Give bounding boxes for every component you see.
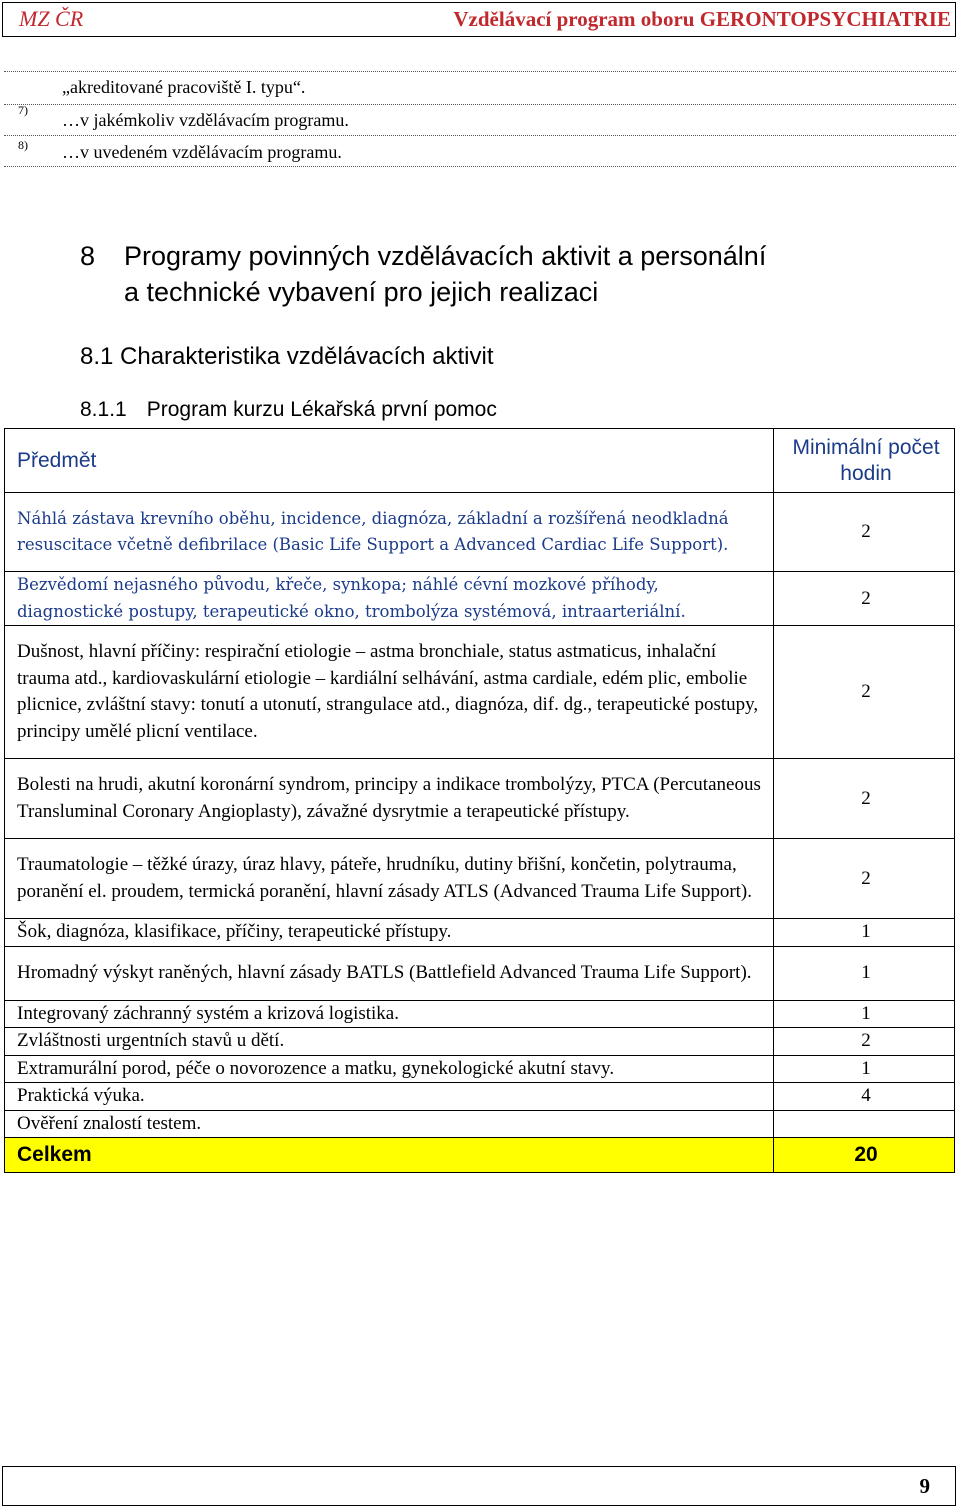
footnote-number: 8) (18, 138, 28, 152)
divider (4, 104, 956, 105)
table-row (5, 839, 955, 919)
header-left: MZ ČR (19, 6, 84, 31)
row-text: Dušnost, hlavní příčiny: respirační etiologie – astma bronchiale, status astmaticus, inhalační trauma atd., kardiovaskulární etiologie – kardiální selhávání, astma cardiale, edém plic, embolie plicnice, zvláštní stavy: tonutí a utonutí, strangulace atd., diagnóza, dif. dg., terapeutické postupy, principy umělé plicní ventilace. (5, 626, 774, 759)
footnote-line: „akreditované pracoviště I. typu“. (62, 77, 306, 97)
table-row (5, 493, 955, 572)
row-hours: 2 (774, 572, 955, 626)
section-title-line2: a technické vybavení pro jejich realizaci (124, 277, 599, 307)
subsubsection-heading (80, 398, 497, 422)
divider (4, 135, 956, 136)
row-text: Zvláštnosti urgentních stavů u dětí. (5, 1028, 774, 1056)
section-heading (80, 238, 766, 310)
section-number: 8 (80, 241, 96, 271)
row-text: Bolesti na hrudi, akutní koronární syndrom, principy a indikace trombolýzy, PTCA (Percutaneous Transluminal Coronary Angioplasty), závažné dysrytmie a terapeutické přístupy. (5, 759, 774, 839)
page-footer (2, 1466, 956, 1506)
column-header-hours: Minimální počet hodin (774, 429, 955, 493)
section-title-line1: Programy povinných vzdělávacích aktivit a personální (124, 241, 767, 271)
footnote-number: 7) (18, 103, 28, 117)
row-hours: 1 (774, 1055, 955, 1083)
total-label: Celkem (5, 1138, 774, 1173)
table-row (5, 1055, 955, 1083)
row-hours: 1 (774, 946, 955, 1000)
course-table (4, 428, 955, 1173)
table-row (5, 919, 955, 947)
row-text: Integrovaný záchranný systém a krizová logistika. (5, 1000, 774, 1028)
total-row (5, 1138, 955, 1173)
row-hours: 2 (774, 493, 955, 572)
page-header (2, 2, 956, 37)
total-hours: 20 (774, 1138, 955, 1173)
table-row (5, 626, 955, 759)
row-text: Šok, diagnóza, klasifikace, příčiny, terapeutické přístupy. (5, 919, 774, 947)
divider (4, 166, 956, 167)
row-text: Náhlá zástava krevního oběhu, incidence, diagnóza, základní a rozšířená neodkladná resuscitace včetně defibrilace (Basic Life Support a Advanced Cardiac Life Support). (5, 493, 774, 572)
row-text: Bezvědomí nejasného původu, křeče, synkopa; náhlé cévní mozkové příhody, diagnostické postupy, terapeutické okno, trombolýza systémová, intraarteriální. (5, 572, 774, 626)
row-text: Praktická výuka. (5, 1083, 774, 1111)
row-text: Extramurální porod, péče o novorozence a matku, gynekologické akutní stavy. (5, 1055, 774, 1083)
row-hours: 1 (774, 1000, 955, 1028)
row-hours: 2 (774, 839, 955, 919)
table-row (5, 1110, 955, 1138)
footnote-line: …v jakémkoliv vzdělávacím programu. (62, 110, 349, 130)
row-hours (774, 1110, 955, 1138)
subsection-heading: 8.1 Charakteristika vzdělávacích aktivit (80, 343, 494, 370)
row-text: Hromadný výskyt raněných, hlavní zásady BATLS (Battlefield Advanced Trauma Life Support). (5, 946, 774, 1000)
row-text: Traumatologie – těžké úrazy, úraz hlavy, páteře, hrudníku, dutiny břišní, končetin, polytrauma, poranění el. proudem, termická poranění, hlavní zásady ATLS (Advanced Trauma Life Support). (5, 839, 774, 919)
row-hours: 2 (774, 759, 955, 839)
column-header-subject: Předmět (5, 429, 774, 493)
footnote-line: …v uvedeném vzdělávacím programu. (62, 142, 342, 162)
row-hours: 1 (774, 919, 955, 947)
row-hours: 2 (774, 626, 955, 759)
divider (4, 71, 956, 72)
header-right: Vzdělávací program oboru GERONTOPSYCHIATRIE (453, 7, 951, 31)
table-row (5, 946, 955, 1000)
row-hours: 4 (774, 1083, 955, 1111)
page-number: 9 (919, 1474, 930, 1498)
subsubsection-title: Program kurzu Lékařská první pomoc (146, 398, 497, 421)
table-row (5, 572, 955, 626)
subsubsection-number: 8.1.1 (80, 398, 127, 421)
row-hours: 2 (774, 1028, 955, 1056)
table-row (5, 1000, 955, 1028)
table-row (5, 759, 955, 839)
row-text: Ověření znalostí testem. (5, 1110, 774, 1138)
table-row (5, 1028, 955, 1056)
table-row (5, 1083, 955, 1111)
